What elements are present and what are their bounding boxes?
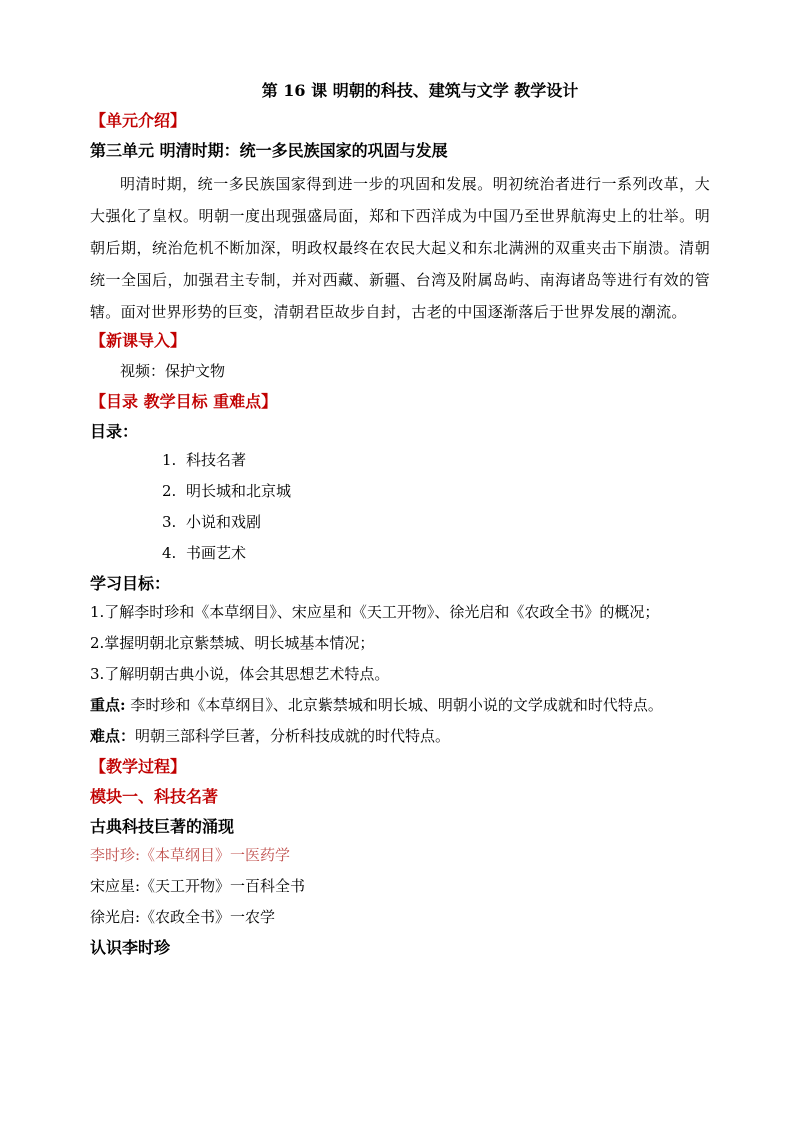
work-line: 宋应星:《天工开物》一百科全书: [90, 877, 306, 895]
toc-item: 1. 科技名著: [162, 451, 247, 469]
new-lesson-text: 视频：保护文物: [120, 362, 226, 380]
unit-intro-subheading: 第三单元 明清时期：统一多民族国家的巩固与发展: [90, 141, 448, 160]
new-lesson-heading: 【新课导入】: [90, 331, 187, 350]
toc-item: 3. 小说和戏剧: [162, 513, 262, 531]
last-heading: 认识李时珍: [90, 938, 171, 957]
document-body: [90, 80, 710, 965]
unit-intro-heading: 【单元介绍】: [90, 111, 187, 130]
unit-intro-paragraph: 明清时期，统一多民族国家得到进一步的巩固和发展。明初统治者进行一系列改革，大大强化了皇权。明朝一度出现强盛局面，郑和下西洋成为中国乃至世界航海史上的壮举。明朝后期，统治危机不断加深，明政权最终在农民大起义和东北满洲的双重夹击下崩溃。清朝统一全国后，加强君主专制，并对西藏、新疆、台湾及附属岛屿、南海诸岛等进行有效的管辖。面对世界形势的巨变，清朝君臣故步自封，古老的中国逐渐落后于世界发展的潮流。: [90, 175, 710, 321]
document-title: 第 16 课 明朝的科技、建筑与文学 教学设计: [261, 81, 579, 100]
toc-item: 2. 明长城和北京城: [162, 482, 292, 500]
module-heading: 模块一、科技名著: [90, 787, 219, 806]
goal-item: 2.掌握明朝北京紫禁城、明长城基本情况；: [90, 634, 375, 652]
objectives-heading: 【目录 教学目标 重难点】: [90, 392, 278, 411]
key-point: 重点: 李时珍和《本草纲目》、北京紫禁城和明长城、明朝小说的文学成就和时代特点。: [90, 696, 663, 714]
toc-item: 4. 书画艺术: [162, 544, 247, 562]
goals-label: 学习目标：: [90, 574, 171, 593]
goal-item: 1.了解李时珍和《本草纲目》、宋应星和《天工开物》、徐光启和《农政全书》的概况；: [90, 603, 660, 621]
work-line: 李时珍:《本草纲目》一医药学: [90, 846, 291, 864]
toc-list: [90, 449, 710, 564]
difficult-point: 难点：明朝三部科学巨著，分析科技成就的时代特点。: [90, 727, 451, 745]
work-line: 徐光启:《农政全书》一农学: [90, 908, 276, 926]
process-subheading: 古典科技巨著的涌现: [90, 817, 235, 836]
goal-item: 3.了解明朝古典小说，体会其思想艺术特点。: [90, 665, 390, 683]
toc-label: 目录：: [90, 422, 139, 441]
process-heading: 【教学过程】: [90, 757, 187, 776]
